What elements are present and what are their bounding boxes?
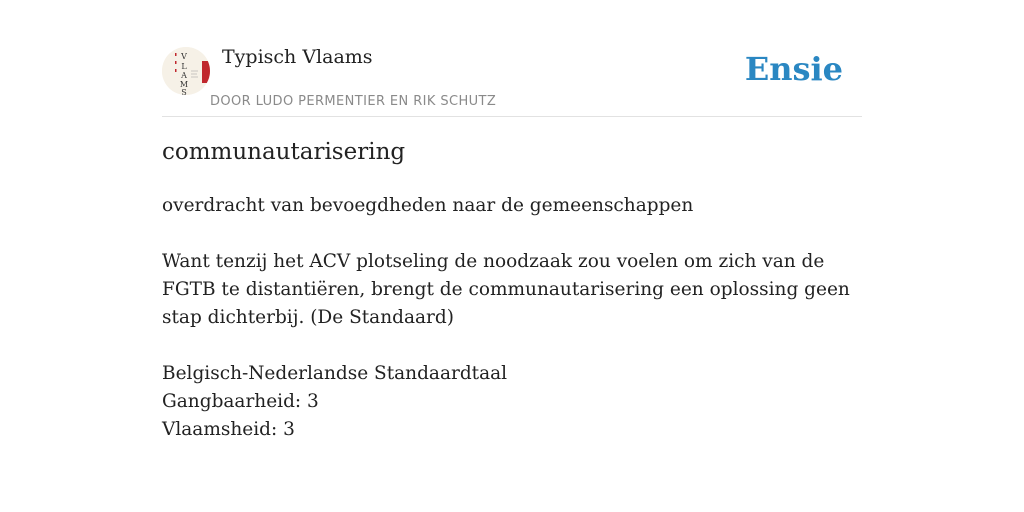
entry-example: Want tenzij het ACV plotseling de noodzaak zou voelen om zich van de FGTB te distantiëren, brengt de communautarisering een oplossing geen stap dichterbij. (De Standaard)	[162, 251, 850, 328]
entry-card	[162, 0, 862, 512]
entry-term: communautarisering	[162, 139, 406, 165]
gangbaarheid-rating: Gangbaarheid: 3	[162, 391, 319, 412]
language-variety: Belgisch-Nederlandse Standaardtaal	[162, 363, 508, 384]
svg-text:S: S	[181, 88, 187, 95]
authors-line: DOOR LUDO PERMENTIER EN RIK SCHUTZ	[210, 94, 497, 109]
entry-meta	[162, 360, 862, 444]
book-cover-icon[interactable]	[162, 47, 210, 95]
svg-text:V: V	[181, 52, 187, 61]
book-title[interactable]: Typisch Vlaams	[222, 46, 373, 68]
header	[162, 0, 862, 117]
svg-text:A: A	[181, 71, 187, 80]
svg-text:M: M	[179, 80, 189, 89]
svg-text:L: L	[181, 62, 187, 71]
ensie-logo[interactable]: Ensie	[744, 50, 843, 88]
vlaamsheid-rating: Vlaamsheid: 3	[162, 419, 295, 440]
entry-definition: overdracht van bevoegdheden naar de gemeenschappen	[162, 195, 694, 216]
